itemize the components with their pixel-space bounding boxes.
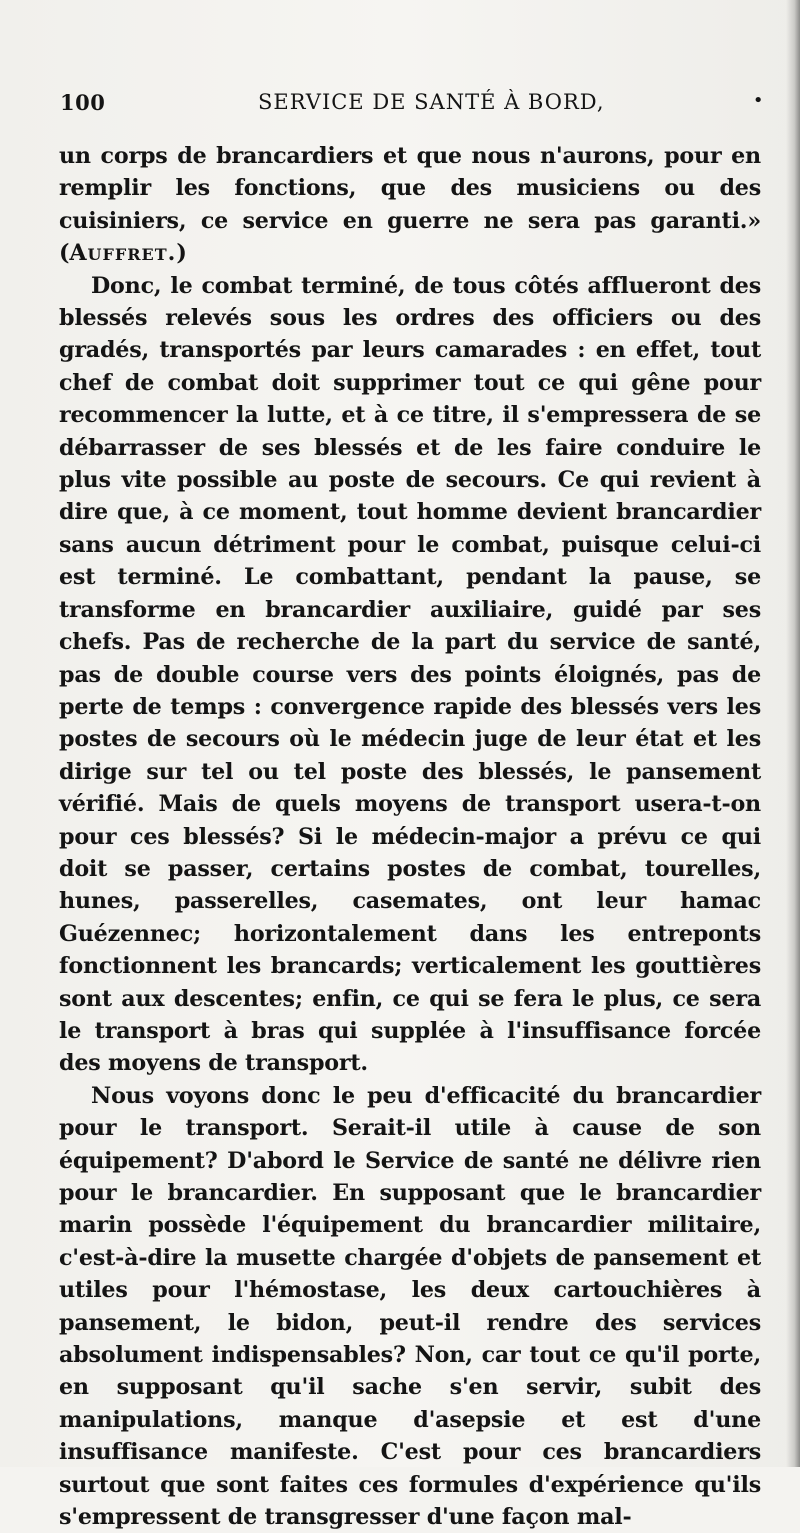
header-mark: •: [752, 90, 764, 111]
running-title: SERVICE DE SANTÉ À BORD,: [258, 90, 605, 114]
paragraph-2: Donc, le combat terminé, de tous côtés afflueront des blessés relevés sous les ordres des officiers ou des gradés, transportés par leurs camarades : en effet, tout chef de combat doit supprimer tout ce qui gêne pour recommencer la lutte, et à ce titre, il s'empressera de se débarrasser de ses blessés et de les faire conduire le plus vite possible au poste de secours. Ce qui revient à dire que, à ce moment, tout homme devient brancardier sans aucun détriment pour le combat, puisque celui-ci est terminé. Le combattant, pendant la pause, se transforme en brancardier auxiliaire, guidé par ses chefs. Pas de recherche de la part du service de santé, pas de double course vers des points éloignés, pas de perte de temps : convergence rapide des blessés vers les postes de secours où le médecin juge de leur état et les dirige sur tel ou tel poste des blessés, le pansement vérifié. Mais de quels moyens de transport usera-t-on pour ces blessés? Si le médecin-major a prévu ce qui doit se passer, certains postes de combat, tourelles, hunes, passerelles, casemates, ont leur hamac Guézennec; horizontalement dans les entreponts fonctionnent les brancards; verticalement les gouttières sont aux descentes; enfin, ce qui se fera le plus, ce sera le transport à bras qui supplée à l'insuffisance forcée des moyens de transport.: [59, 272, 761, 1077]
body-text: [59, 140, 761, 1533]
paragraph-1-text: un corps de brancardiers et que nous n'aurons, pour en remplir les fonctions, que des musiciens ou des cuisiniers, ce service en guerre ne sera pas garanti.» (: [59, 143, 761, 267]
paragraph-1-end: ): [176, 240, 187, 267]
paragraph-3: Nous voyons donc le peu d'efficacité du brancardier pour le transport. Serait-il utile à cause de son équipement? D'abord le Service de santé ne délivre rien pour le brancardier. En supposant que le brancardier marin possède l'équipement du brancardier militaire, c'est-à-dire la musette chargée d'objets de pansement et utiles pour l'hémostase, les deux cartouchières à pansement, le bidon, peut-il rendre des services absolument indispensables? Non, car tout ce qu'il porte, en supposant qu'il sache s'en servir, subit des manipulations, manque d'asepsie et est d'une insuffisance manifeste. C'est pour ces brancardiers surtout que sont faites ces formules d'expérience qu'ils s'empressent de transgresser d'une façon mal-: [59, 1082, 761, 1531]
page-header: [60, 88, 768, 122]
author-citation: Auffret.: [69, 240, 177, 267]
page-number: 100: [60, 90, 106, 115]
page-edge-shadow: [786, 0, 800, 1467]
paragraph-1: [59, 140, 761, 270]
